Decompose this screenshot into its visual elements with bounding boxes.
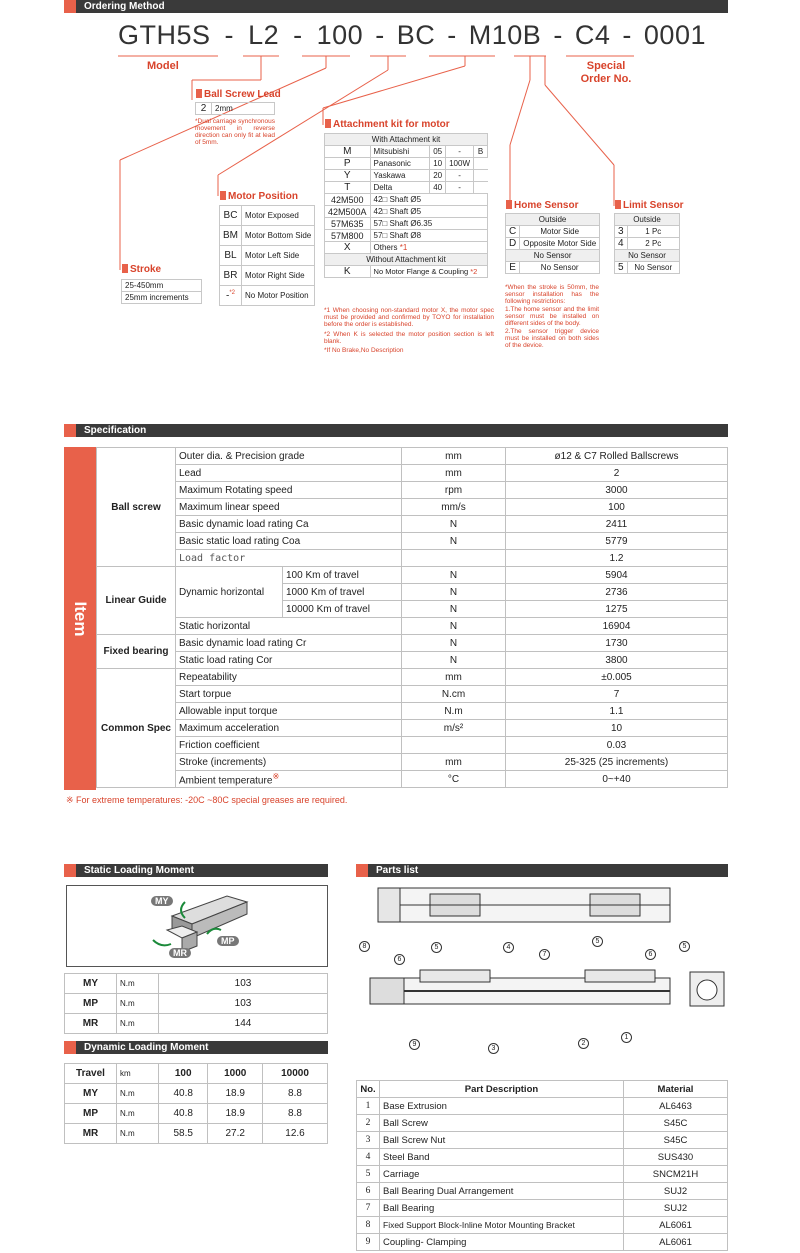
limit-sensor-title: Limit Sensor (615, 200, 684, 211)
parts-table (356, 1080, 728, 1251)
dynamic-moment-header: Dynamic Loading Moment (64, 1041, 328, 1054)
table-row: MP N.m 40.8 18.9 8.8 (65, 1104, 328, 1124)
callout-6b: 6 (645, 949, 656, 960)
model-label: Model (147, 60, 179, 72)
limit-sensor-table: Outside 3 1 Pc 4 2 Pc No Sensor 5 No Sensor (614, 213, 680, 274)
table-row: Basic dynamic load rating Ca N 2411 (97, 516, 728, 533)
motor-position-title: Motor Position (220, 191, 298, 202)
home-sensor-title: Home Sensor (506, 200, 578, 211)
attachment-note-3: *If No Brake,No Description (324, 347, 404, 354)
model-code: GTH5S - L2 - 100 - BC - M10B - C4 - 0001 (118, 20, 706, 50)
table-row: 6 Ball Bearing Dual Arrangement SUJ2 (357, 1183, 728, 1200)
callout-6: 6 (394, 954, 405, 965)
table-row: MY N.m 40.8 18.9 8.8 (65, 1084, 328, 1104)
table-row: Linear Guide Dynamic horizontal 100 Km of travel N 5904 (97, 567, 728, 584)
callout-9: 9 (409, 1039, 420, 1050)
parts-drawing (350, 880, 730, 1060)
table-row: Allowable input torque N.m 1.1 (97, 703, 728, 720)
static-moment-diagram (66, 885, 328, 967)
special-order-label: Special Order No. (580, 60, 632, 85)
table-row: 2 Ball Screw S45C (357, 1115, 728, 1132)
mp-label: MP (217, 936, 239, 946)
table-row: No. Part Description Material (357, 1081, 728, 1098)
table-row: 8 Fixed Support Block-Inline Motor Mounting Bracket AL6061 (357, 1217, 728, 1234)
table-row: Maximum acceleration m/s² 10 (97, 720, 728, 737)
table-row: MR N.m 58.5 27.2 12.6 (65, 1124, 328, 1144)
callout-7: 7 (539, 949, 550, 960)
motor-position-table: BC Motor Exposed BM Motor Bottom Side BL Motor Left Side BR Motor Right Side -$^{*2}$ No Motor Position (219, 205, 315, 306)
table-row: Start torpue N.cm 7 (97, 686, 728, 703)
table-row: MY N.m 103 (65, 974, 328, 994)
table-row: Maximum linear speed mm/s 100 (97, 499, 728, 516)
table-row: MR N.m 144 (65, 1014, 328, 1034)
home-sensor-note: *When the stroke is 50mm, the sensor installation has the following restrictions: (505, 284, 599, 305)
table-row: Stroke (increments) mm 25-325 (25 increments) (97, 754, 728, 771)
stroke-title: Stroke (122, 264, 161, 275)
table-row: Fixed bearing Basic dynamic load rating Cr N 1730 (97, 635, 728, 652)
spec-header: Specification (64, 424, 728, 437)
parts-header: Parts list (356, 864, 728, 877)
spec-table (96, 447, 728, 788)
table-row: Basic static load rating Coa N 5779 (97, 533, 728, 550)
ordering-header: Ordering Method (64, 0, 728, 13)
table-row: 3 Ball Screw Nut S45C (357, 1132, 728, 1149)
home-sensor-note-1: 1.The home sensor and the limit sensor must be installed on different sides of the body. (505, 306, 599, 327)
table-row: Ambient temperature※ °C 0~+40 (97, 771, 728, 788)
attachment-table: With Attachment kit M Mitsubishi 05 - B P Panasonic 10 100W Y Yaskawa 20 - T Delta 40 - 42M500 42□ Shaft Ø5 42M500A 42□ Shaft Ø5 57M635 57□ Shaft Ø6.35 57M800 57□ Shaft Ø8 X Others *1 Without Attachment kit K No Motor Flange & Coupling *2 (324, 133, 488, 278)
callout-5c: 5 (679, 941, 690, 952)
callout-8: 8 (359, 941, 370, 952)
static-moment-header: Static Loading Moment (64, 864, 328, 877)
table-row: Load factor 1.2 (97, 550, 728, 567)
dynamic-moment-table (64, 1063, 328, 1144)
spec-item-band (64, 447, 96, 790)
table-row: Friction coefficient 0.03 (97, 737, 728, 754)
attachment-note-1: *1 When choosing non-standard motor X, the motor spec must be provided and confirmed by TOYO for installation before the order is established. (324, 307, 494, 328)
home-sensor-table: Outside C Motor Side D Opposite Motor Side No Sensor E No Sensor (505, 213, 600, 274)
spec-item-label: Item (71, 601, 90, 636)
table-row: MP N.m 103 (65, 994, 328, 1014)
lead-note: *Dual carriage synchronous movement in reverse direction can only fit at lead of 5mm. (195, 118, 275, 146)
table-row: 5 Carriage SNCM21H (357, 1166, 728, 1183)
carriage-moment-icon (67, 886, 327, 966)
my-label: MY (151, 896, 173, 906)
callout-2: 2 (578, 1038, 589, 1049)
table-row: 7 Ball Bearing SUJ2 (357, 1200, 728, 1217)
attachment-note-2: *2 When K is selected the motor position section is left blank. (324, 331, 494, 345)
table-row: Ball screw Outer dia. & Precision grade mm ø12 & C7 Rolled Ballscrews (97, 448, 728, 465)
home-sensor-note-2: 2.The sensor trigger device must be installed on both sides of the device. (505, 328, 599, 349)
lead-table: 2 2mm (195, 102, 275, 115)
table-row: Maximum Rotating speed rpm 3000 (97, 482, 728, 499)
table-row: 1 Base Extrusion AL6463 (357, 1098, 728, 1115)
table-row: Common Spec Repeatability mm ±0.005 (97, 669, 728, 686)
table-row: 9 Coupling- Clamping AL6061 (357, 1234, 728, 1251)
table-row: 4 Steel Band SUS430 (357, 1149, 728, 1166)
lead-title: Ball Screw Lead (196, 89, 281, 100)
table-row: Static horizontal N 16904 (97, 618, 728, 635)
table-row: Lead mm 2 (97, 465, 728, 482)
callout-1: 1 (621, 1032, 632, 1043)
stroke-table: 25-450mm 25mm increments (121, 279, 202, 304)
callout-4: 4 (503, 942, 514, 953)
attachment-title: Attachment kit for motor (325, 119, 450, 130)
table-row: Travel km 100 1000 10000 (65, 1064, 328, 1084)
callout-5b: 5 (592, 936, 603, 947)
table-row: Static load rating Cor N 3800 (97, 652, 728, 669)
table-row: 10000 Km of travel N 1275 (97, 601, 728, 618)
spec-footnote: ※ For extreme temperatures: -20C ~80C special greases are required. (66, 795, 348, 805)
callout-3: 3 (488, 1043, 499, 1054)
callout-5: 5 (431, 942, 442, 953)
static-moment-table (64, 973, 328, 1034)
table-row: 1000 Km of travel N 2736 (97, 584, 728, 601)
mr-label: MR (169, 948, 191, 958)
